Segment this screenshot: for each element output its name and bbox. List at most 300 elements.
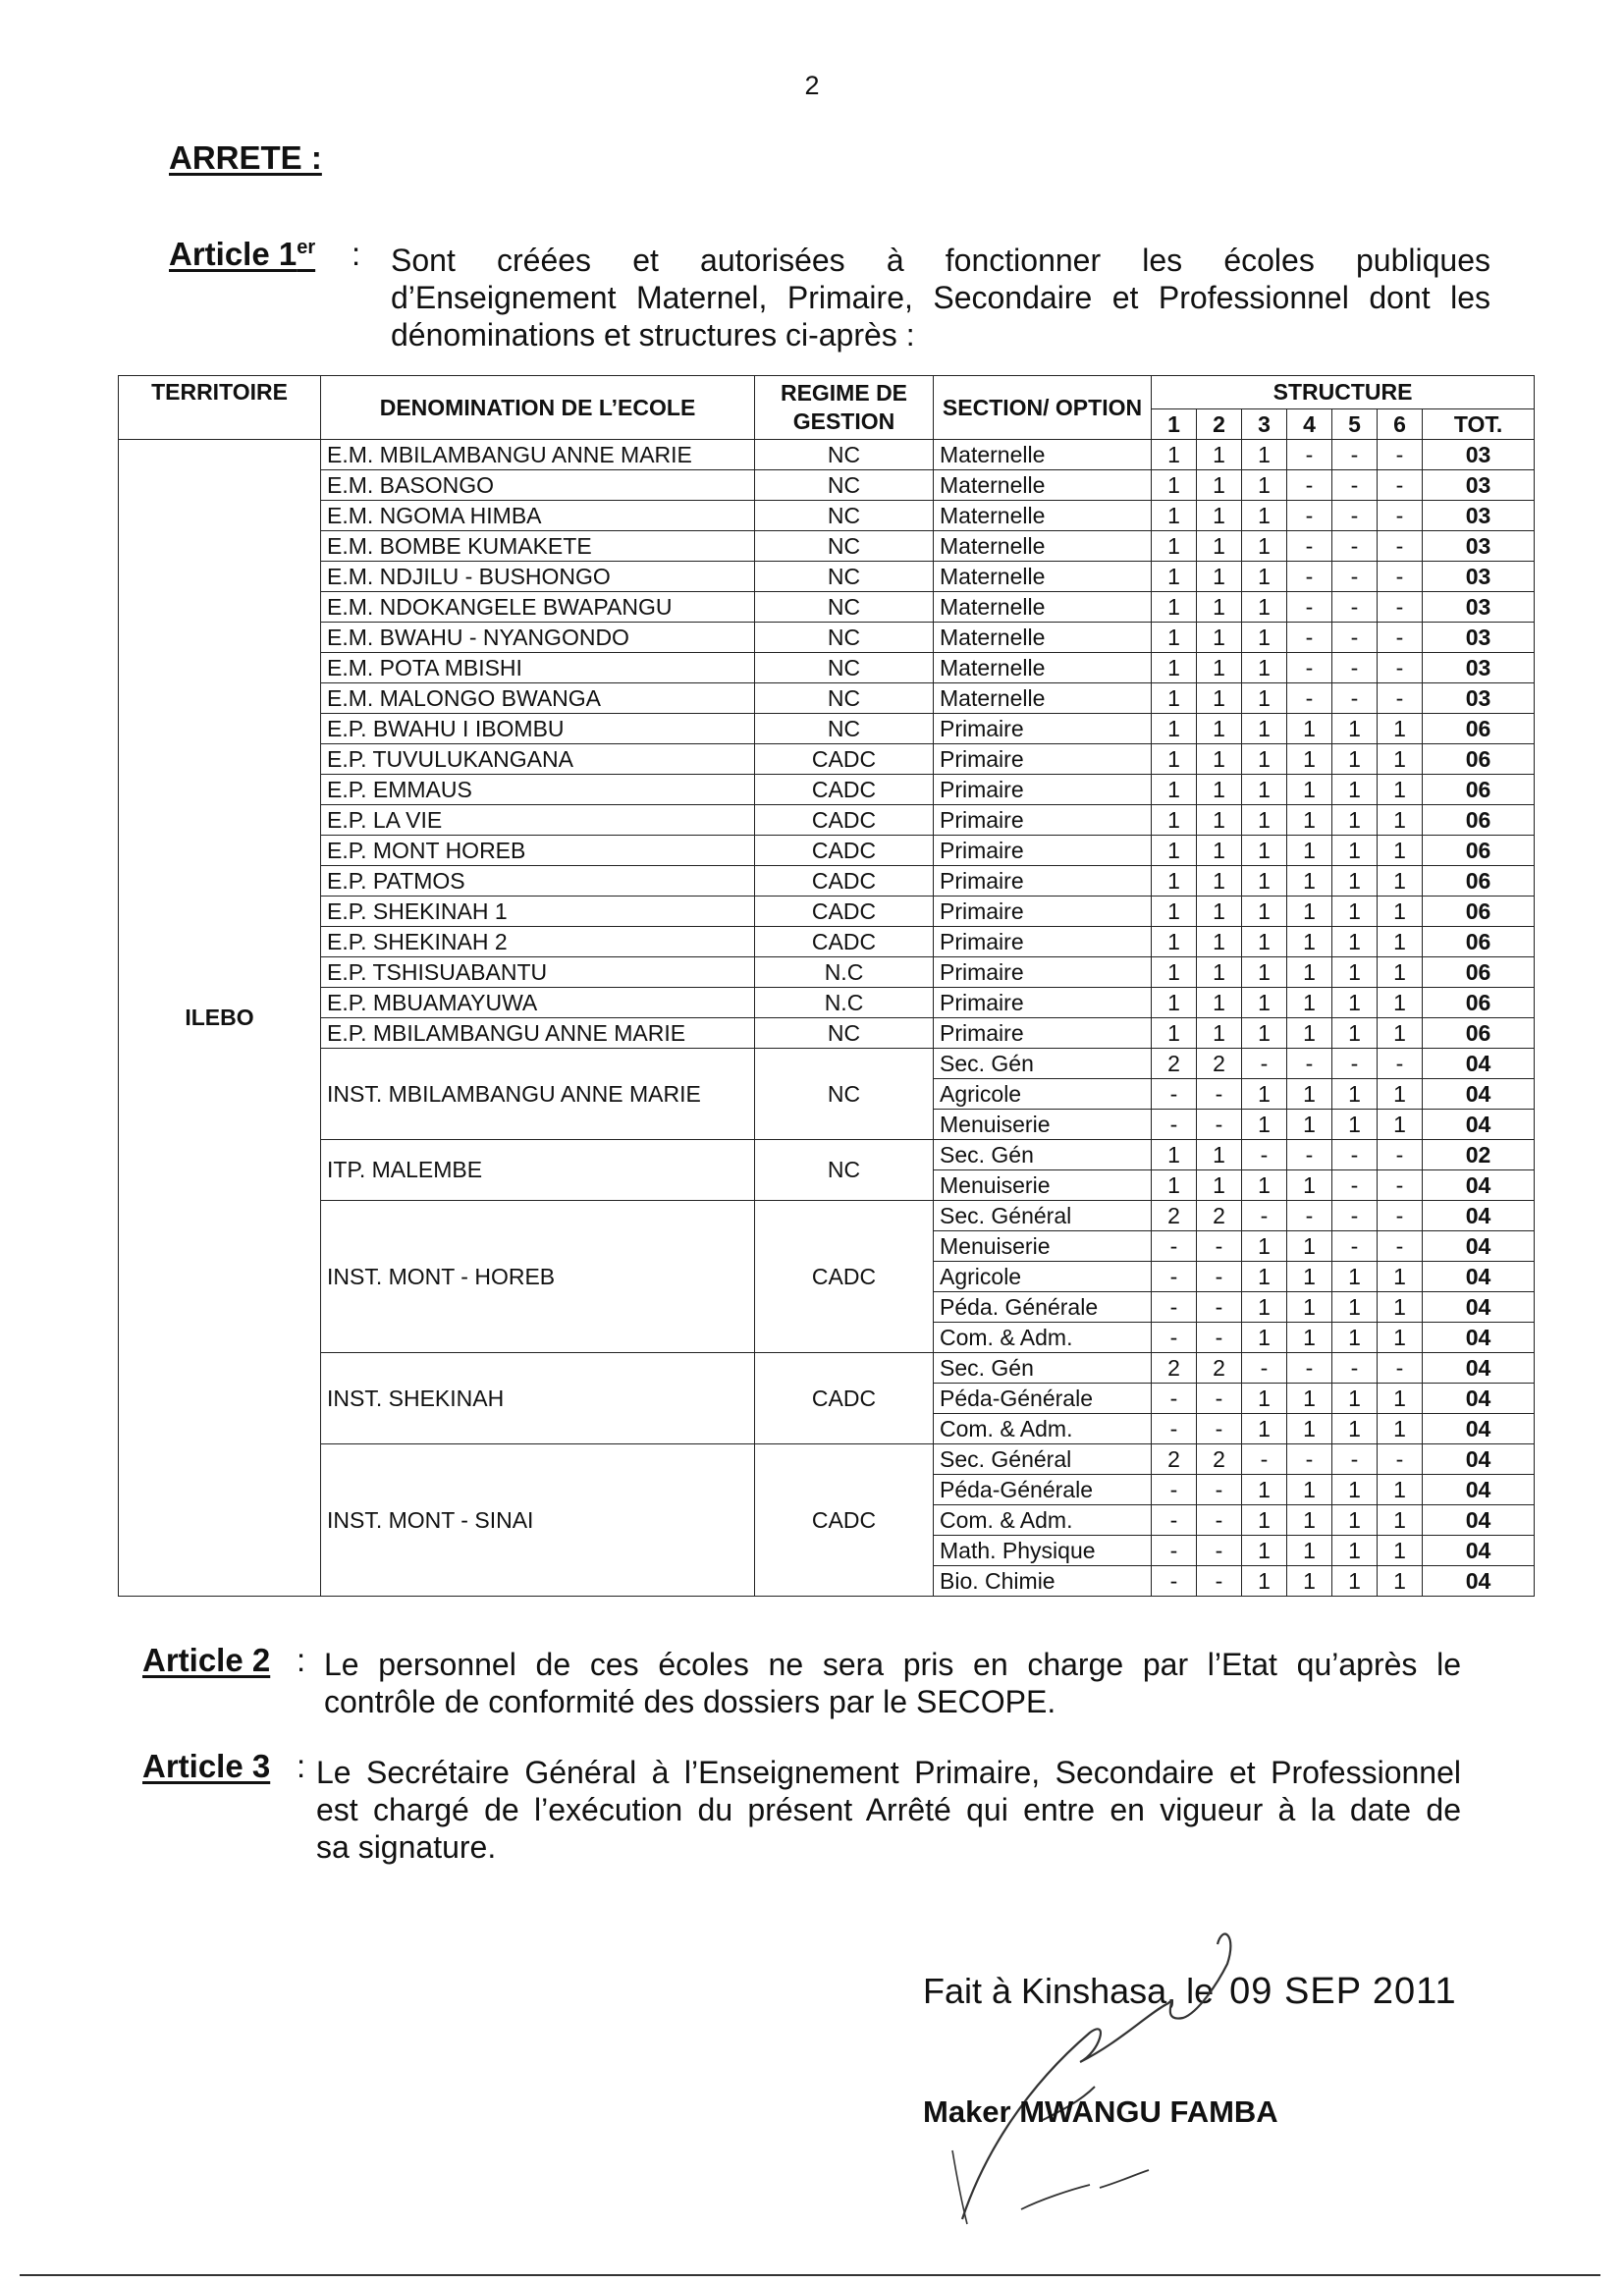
structure-cell-4: - [1287,470,1332,501]
structure-cell-5: - [1332,501,1378,531]
structure-cell-3: 1 [1242,562,1287,592]
structure-cell-1: 1 [1152,501,1197,531]
structure-cell-4: 1 [1287,805,1332,836]
structure-cell-3: 1 [1242,1231,1287,1262]
structure-cell-5: - [1332,1353,1378,1384]
regime-cell: NC [755,623,934,653]
structure-cell-2: 1 [1197,866,1242,897]
structure-cell-1: - [1152,1262,1197,1292]
structure-cell-3: 1 [1242,897,1287,927]
header-structure: STRUCTURE [1152,376,1535,409]
structure-cell-1: 1 [1152,470,1197,501]
total-cell: 04 [1423,1231,1535,1262]
structure-cell-5: - [1332,623,1378,653]
structure-cell-4: - [1287,1353,1332,1384]
section-cell: Maternelle [934,501,1152,531]
section-cell: Maternelle [934,653,1152,683]
structure-cell-5: - [1332,470,1378,501]
article-3-colon: : [297,1748,306,1784]
total-cell: 03 [1423,531,1535,562]
structure-cell-6: 1 [1378,1475,1423,1505]
structure-cell-5: - [1332,1444,1378,1475]
school-name-cell: E.P. PATMOS [321,866,755,897]
structure-cell-2: 1 [1197,775,1242,805]
structure-cell-2: 1 [1197,683,1242,714]
article-3-line: sa signature. [316,1829,497,1865]
regime-cell: CADC [755,1353,934,1444]
structure-cell-5: 1 [1332,1018,1378,1049]
structure-cell-2: 1 [1197,592,1242,623]
structure-cell-5: 1 [1332,836,1378,866]
structure-cell-2: 2 [1197,1049,1242,1079]
regime-cell: NC [755,592,934,623]
school-name-cell: INST. MONT - SINAI [321,1444,755,1597]
section-cell: Menuiserie [934,1110,1152,1140]
regime-cell: CADC [755,805,934,836]
total-cell: 04 [1423,1292,1535,1323]
regime-cell: N.C [755,988,934,1018]
header-denomination: DENOMINATION DE L’ECOLE [321,376,755,440]
article-2-colon: : [297,1642,306,1678]
structure-cell-3: 1 [1242,1414,1287,1444]
section-cell: Sec. Gén [934,1140,1152,1170]
structure-cell-5: 1 [1332,775,1378,805]
section-cell: Primaire [934,927,1152,957]
school-name-cell: INST. MONT - HOREB [321,1201,755,1353]
structure-cell-4: 1 [1287,775,1332,805]
structure-cell-3: 1 [1242,775,1287,805]
structure-cell-2: 2 [1197,1201,1242,1231]
total-cell: 06 [1423,957,1535,988]
total-cell: 06 [1423,775,1535,805]
section-cell: Com. & Adm. [934,1505,1152,1536]
structure-cell-6: 1 [1378,866,1423,897]
structure-cell-3: 1 [1242,805,1287,836]
total-cell: 04 [1423,1170,1535,1201]
section-cell: Maternelle [934,592,1152,623]
section-cell: Primaire [934,775,1152,805]
total-cell: 06 [1423,714,1535,744]
total-cell: 04 [1423,1049,1535,1079]
total-cell: 03 [1423,683,1535,714]
school-name-cell: INST. MBILAMBANGU ANNE MARIE [321,1049,755,1140]
structure-cell-3: 1 [1242,1323,1287,1353]
section-cell: Com. & Adm. [934,1414,1152,1444]
structure-cell-6: 1 [1378,927,1423,957]
structure-cell-6: 1 [1378,1262,1423,1292]
structure-cell-1: 1 [1152,1018,1197,1049]
regime-cell: NC [755,531,934,562]
structure-cell-2: - [1197,1110,1242,1140]
structure-cell-3: 1 [1242,1384,1287,1414]
structure-cell-1: 1 [1152,1170,1197,1201]
header-col-4: 4 [1287,409,1332,440]
structure-cell-4: 1 [1287,866,1332,897]
header-col-3: 3 [1242,409,1287,440]
section-cell: Primaire [934,714,1152,744]
section-cell: Agricole [934,1262,1152,1292]
structure-cell-3: 1 [1242,1536,1287,1566]
section-cell: Primaire [934,744,1152,775]
structure-cell-1: 1 [1152,562,1197,592]
structure-cell-3: 1 [1242,592,1287,623]
structure-cell-2: 2 [1197,1444,1242,1475]
structure-cell-5: 1 [1332,866,1378,897]
structure-cell-2: 1 [1197,1018,1242,1049]
school-name-cell: E.M. BASONGO [321,470,755,501]
table-row [119,1018,1535,1049]
structure-cell-1: - [1152,1079,1197,1110]
section-cell: Primaire [934,957,1152,988]
structure-cell-3: 1 [1242,866,1287,897]
structure-cell-2: 1 [1197,988,1242,1018]
structure-cell-6: 1 [1378,1292,1423,1323]
structure-cell-4: 1 [1287,897,1332,927]
school-name-cell: E.M. NDOKANGELE BWAPANGU [321,592,755,623]
table-row [119,1444,1535,1475]
schools-table-body [119,440,1535,1597]
structure-cell-2: - [1197,1079,1242,1110]
article-2-line: Le personnel de ces écoles ne sera pris en charge par l’Etat qu’après le [324,1647,1461,1682]
section-cell: Sec. Général [934,1201,1152,1231]
structure-cell-5: - [1332,653,1378,683]
total-cell: 06 [1423,927,1535,957]
school-name-cell: E.P. MBUAMAYUWA [321,988,755,1018]
article-2-label: Article 2 [142,1642,271,1678]
section-cell: Maternelle [934,440,1152,470]
structure-cell-2: 1 [1197,440,1242,470]
school-name-cell: E.P. EMMAUS [321,775,755,805]
structure-cell-3: - [1242,1201,1287,1231]
section-cell: Maternelle [934,683,1152,714]
regime-cell: NC [755,714,934,744]
structure-cell-6: 1 [1378,1566,1423,1597]
regime-cell: NC [755,1049,934,1140]
structure-cell-3: 1 [1242,744,1287,775]
page-number: 2 [804,71,820,100]
signatory-name: Maker MWANGU FAMBA [923,2094,1278,2129]
total-cell: 04 [1423,1475,1535,1505]
total-cell: 06 [1423,836,1535,866]
structure-cell-1: - [1152,1566,1197,1597]
structure-cell-1: 1 [1152,1140,1197,1170]
section-cell: Menuiserie [934,1231,1152,1262]
article-1-line: dénominations et structures ci-après : [391,317,915,353]
structure-cell-6: - [1378,1444,1423,1475]
structure-cell-4: - [1287,440,1332,470]
total-cell: 06 [1423,805,1535,836]
table-row [119,1140,1535,1170]
table-row [119,957,1535,988]
structure-cell-1: 1 [1152,714,1197,744]
structure-cell-3: 1 [1242,988,1287,1018]
structure-cell-5: 1 [1332,744,1378,775]
total-cell: 03 [1423,623,1535,653]
structure-cell-1: - [1152,1292,1197,1323]
structure-cell-4: 1 [1287,927,1332,957]
structure-cell-2: 1 [1197,623,1242,653]
total-cell: 03 [1423,653,1535,683]
structure-cell-2: 1 [1197,957,1242,988]
structure-cell-1: 2 [1152,1444,1197,1475]
table-row [119,927,1535,957]
total-cell: 06 [1423,866,1535,897]
structure-cell-4: 1 [1287,714,1332,744]
total-cell: 04 [1423,1536,1535,1566]
structure-cell-3: - [1242,1049,1287,1079]
regime-cell: CADC [755,775,934,805]
regime-cell: CADC [755,1201,934,1353]
regime-cell: NC [755,440,934,470]
structure-cell-3: 1 [1242,1079,1287,1110]
structure-cell-6: - [1378,653,1423,683]
structure-cell-5: 1 [1332,1110,1378,1140]
structure-cell-6: 1 [1378,805,1423,836]
structure-cell-4: 1 [1287,1475,1332,1505]
structure-cell-1: - [1152,1231,1197,1262]
structure-cell-6: 1 [1378,836,1423,866]
handwritten-signature [923,1925,1335,2229]
structure-cell-1: - [1152,1323,1197,1353]
structure-cell-1: 1 [1152,592,1197,623]
structure-cell-2: - [1197,1414,1242,1444]
regime-cell: NC [755,1018,934,1049]
section-cell: Péda. Générale [934,1292,1152,1323]
structure-cell-5: 1 [1332,1414,1378,1444]
structure-cell-1: - [1152,1414,1197,1444]
school-name-cell: E.M. MBILAMBANGU ANNE MARIE [321,440,755,470]
school-name-cell: ITP. MALEMBE [321,1140,755,1201]
structure-cell-4: 1 [1287,1110,1332,1140]
total-cell: 04 [1423,1079,1535,1110]
structure-cell-6: 1 [1378,1079,1423,1110]
structure-cell-5: 1 [1332,1323,1378,1353]
total-cell: 06 [1423,897,1535,927]
structure-cell-4: 1 [1287,1323,1332,1353]
table-row [119,440,1535,470]
article-1-text [391,242,1490,353]
structure-cell-3: 1 [1242,440,1287,470]
structure-cell-3: 1 [1242,623,1287,653]
structure-cell-6: - [1378,1353,1423,1384]
school-name-cell: E.M. NDJILU - BUSHONGO [321,562,755,592]
structure-cell-1: 1 [1152,683,1197,714]
structure-cell-5: 1 [1332,1536,1378,1566]
structure-cell-4: - [1287,623,1332,653]
structure-cell-4: 1 [1287,1566,1332,1597]
structure-cell-2: 1 [1197,836,1242,866]
total-cell: 04 [1423,1505,1535,1536]
structure-cell-6: 1 [1378,1323,1423,1353]
header-col-6: 6 [1378,409,1423,440]
structure-cell-6: 1 [1378,988,1423,1018]
article-1-line: d’Enseignement Maternel, Primaire, Secondaire et Professionnel dont les [391,280,1490,315]
table-row [119,501,1535,531]
structure-cell-4: - [1287,1049,1332,1079]
total-cell: 02 [1423,1140,1535,1170]
total-cell: 03 [1423,501,1535,531]
section-cell: Maternelle [934,531,1152,562]
section-cell: Sec. Gén [934,1049,1152,1079]
structure-cell-4: 1 [1287,1018,1332,1049]
section-cell: Math. Physique [934,1536,1152,1566]
regime-cell: CADC [755,1444,934,1597]
structure-cell-3: 1 [1242,683,1287,714]
table-row [119,592,1535,623]
structure-cell-2: 1 [1197,744,1242,775]
structure-cell-5: - [1332,440,1378,470]
total-cell: 04 [1423,1110,1535,1140]
structure-cell-5: 1 [1332,957,1378,988]
structure-cell-1: 1 [1152,988,1197,1018]
table-row [119,470,1535,501]
table-row [119,805,1535,836]
structure-cell-5: - [1332,592,1378,623]
table-row [119,775,1535,805]
total-cell: 03 [1423,592,1535,623]
structure-cell-6: - [1378,1140,1423,1170]
structure-cell-3: 1 [1242,1110,1287,1140]
structure-cell-5: 1 [1332,927,1378,957]
structure-cell-6: 1 [1378,1018,1423,1049]
total-cell: 06 [1423,988,1535,1018]
structure-cell-5: - [1332,1170,1378,1201]
structure-cell-1: - [1152,1475,1197,1505]
decree-heading: ARRETE : [169,139,322,176]
structure-cell-4: 1 [1287,1292,1332,1323]
structure-cell-1: 1 [1152,957,1197,988]
structure-cell-5: - [1332,1231,1378,1262]
structure-cell-6: 1 [1378,957,1423,988]
schools-table [118,375,1535,1597]
total-cell: 04 [1423,1353,1535,1384]
structure-cell-5: - [1332,1201,1378,1231]
structure-cell-4: 1 [1287,1079,1332,1110]
structure-cell-3: 1 [1242,1018,1287,1049]
regime-cell: CADC [755,927,934,957]
total-cell: 04 [1423,1414,1535,1444]
structure-cell-4: 1 [1287,836,1332,866]
structure-cell-2: 1 [1197,927,1242,957]
structure-cell-5: - [1332,562,1378,592]
school-name-cell: E.P. MONT HOREB [321,836,755,866]
structure-cell-1: 1 [1152,866,1197,897]
structure-cell-5: 1 [1332,1505,1378,1536]
table-row [119,866,1535,897]
header-territoire: TERRITOIRE [119,376,321,440]
structure-cell-2: 1 [1197,653,1242,683]
article-1-line: Sont créées et autorisées à fonctionner les écoles publiques [391,243,1490,278]
structure-cell-6: - [1378,1170,1423,1201]
structure-cell-3: 1 [1242,1262,1287,1292]
structure-cell-2: - [1197,1505,1242,1536]
school-name-cell: E.P. LA VIE [321,805,755,836]
structure-cell-4: - [1287,531,1332,562]
section-cell: Sec. Gén [934,1353,1152,1384]
structure-cell-4: - [1287,592,1332,623]
structure-cell-4: 1 [1287,1414,1332,1444]
school-name-cell: E.M. MALONGO BWANGA [321,683,755,714]
structure-cell-4: 1 [1287,1505,1332,1536]
table-row [119,531,1535,562]
total-cell: 03 [1423,440,1535,470]
section-cell: Sec. Général [934,1444,1152,1475]
article-2-text [324,1646,1461,1720]
place-date-text: Fait à Kinshasa, le [923,1971,1215,2011]
structure-cell-4: - [1287,653,1332,683]
total-cell: 04 [1423,1566,1535,1597]
school-name-cell: E.P. SHEKINAH 1 [321,897,755,927]
table-row [119,562,1535,592]
structure-cell-2: 1 [1197,714,1242,744]
structure-cell-4: 1 [1287,744,1332,775]
structure-cell-1: - [1152,1384,1197,1414]
school-name-cell: E.M. NGOMA HIMBA [321,501,755,531]
article-2-line: contrôle de conformité des dossiers par le SECOPE. [324,1684,1056,1719]
table-row [119,744,1535,775]
structure-cell-2: 1 [1197,470,1242,501]
article-3-line: est chargé de l’exécution du présent Arrêté qui entre en vigueur à la date de [316,1792,1461,1827]
header-col-tot: TOT. [1423,409,1535,440]
structure-cell-5: 1 [1332,1292,1378,1323]
regime-cell: NC [755,653,934,683]
structure-cell-3: 1 [1242,836,1287,866]
structure-cell-2: 2 [1197,1353,1242,1384]
regime-cell: NC [755,562,934,592]
section-cell: Maternelle [934,470,1152,501]
section-cell: Bio. Chimie [934,1566,1152,1597]
section-cell: Primaire [934,866,1152,897]
structure-cell-6: 1 [1378,744,1423,775]
structure-cell-2: 1 [1197,501,1242,531]
section-cell: Péda-Générale [934,1475,1152,1505]
section-cell: Primaire [934,836,1152,866]
section-cell: Agricole [934,1079,1152,1110]
structure-cell-6: 1 [1378,1505,1423,1536]
total-cell: 04 [1423,1262,1535,1292]
school-name-cell: E.M. BWAHU - NYANGONDO [321,623,755,653]
regime-cell: N.C [755,957,934,988]
structure-cell-5: 1 [1332,1262,1378,1292]
table-row [119,623,1535,653]
section-cell: Com. & Adm. [934,1323,1152,1353]
structure-cell-5: 1 [1332,897,1378,927]
structure-cell-1: 2 [1152,1201,1197,1231]
structure-cell-6: - [1378,1201,1423,1231]
school-name-cell: E.M. BOMBE KUMAKETE [321,531,755,562]
article-1-colon: : [352,236,361,272]
structure-cell-4: - [1287,562,1332,592]
regime-cell: CADC [755,836,934,866]
structure-cell-3: - [1242,1444,1287,1475]
structure-cell-4: - [1287,683,1332,714]
structure-cell-5: 1 [1332,805,1378,836]
structure-cell-6: 1 [1378,775,1423,805]
bottom-rule [20,2274,1600,2276]
date-stamp: 09 SEP 2011 [1229,1971,1457,2012]
structure-cell-6: 1 [1378,1414,1423,1444]
structure-cell-6: - [1378,683,1423,714]
structure-cell-3: - [1242,1140,1287,1170]
structure-cell-1: 1 [1152,805,1197,836]
total-cell: 03 [1423,562,1535,592]
regime-cell: NC [755,1140,934,1201]
structure-cell-5: 1 [1332,1475,1378,1505]
structure-cell-2: 1 [1197,562,1242,592]
section-cell: Primaire [934,897,1152,927]
structure-cell-3: 1 [1242,470,1287,501]
structure-cell-4: 1 [1287,957,1332,988]
